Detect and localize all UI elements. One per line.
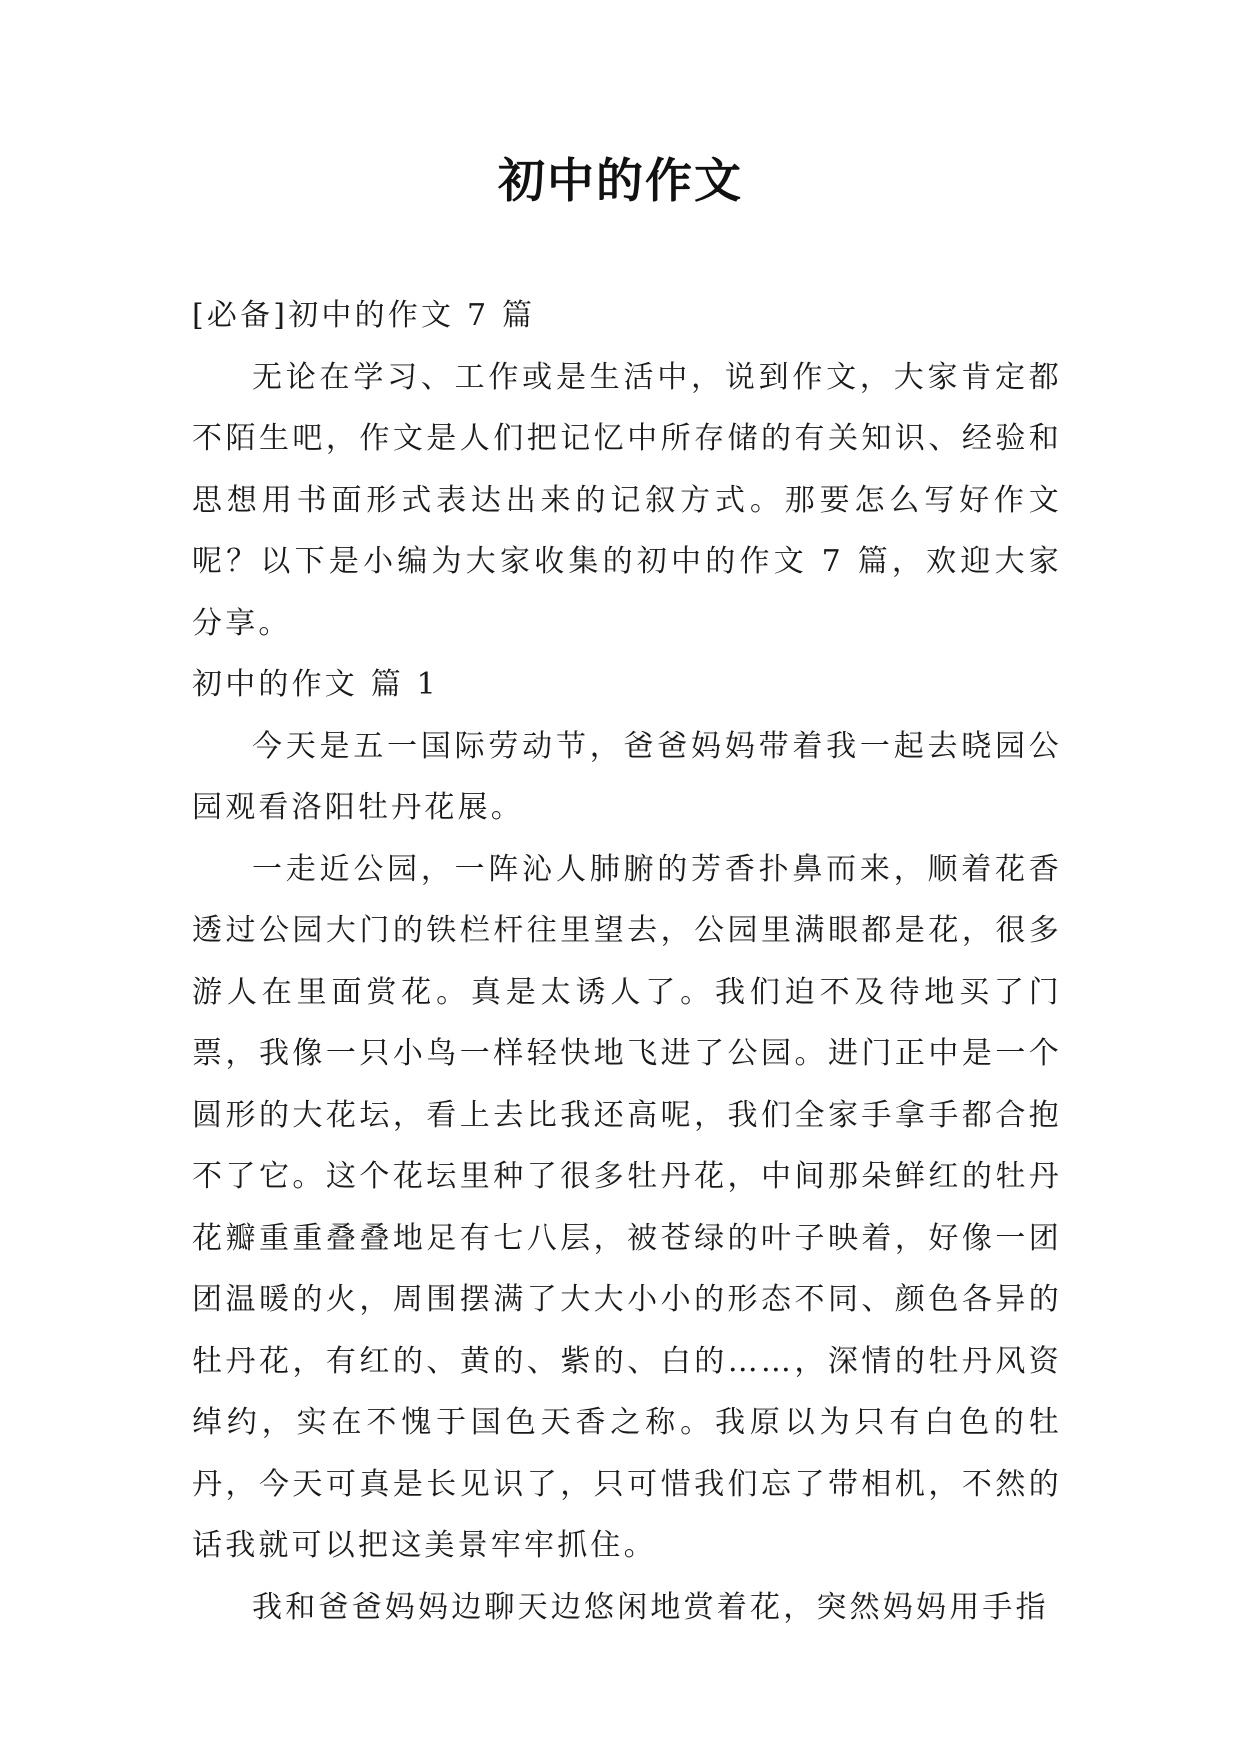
body-paragraph: 我和爸爸妈妈边聊天边悠闲地赏着花，突然妈妈用手指 <box>252 1589 1049 1625</box>
intro-paragraph: 无论在学习、工作或是生活中，说到作文，大家肯定都不陌生吧，作文是人们把记忆中所存储的有关知识、经验和思想用书面形式表达出来的记叙方式。那要怎么写好作文呢？以下是小编为大家收集的初中的作文 7 篇，欢迎大家分享。 <box>192 359 1062 641</box>
document-body <box>192 285 1062 1638</box>
body-paragraph: 今天是五一国际劳动节，爸爸妈妈带着我一起去晓园公园观看洛阳牡丹花展。 <box>192 728 1062 825</box>
document-subtitle: [必备]初中的作文 7 篇 <box>192 298 536 333</box>
section-heading: 初中的作文 篇 1 <box>192 667 439 702</box>
document-title: 初中的作文 <box>498 154 743 209</box>
body-paragraph: 一走近公园，一阵沁人肺腑的芳香扑鼻而来，顺着花香透过公园大门的铁栏杆往里望去，公园里满眼都是花，很多游人在里面赏花。真是太诱人了。我们迫不及待地买了门票，我像一只小鸟一样轻快地飞进了公园。进门正中是一个圆形的大花坛，看上去比我还高呢，我们全家手拿手都合抱不了它。这个花坛里种了很多牡丹花，中间那朵鲜红的牡丹花瓣重重叠叠地足有七八层，被苍绿的叶子映着，好像一团团温暖的火，周围摆满了大大小小的形态不同、颜色各异的牡丹花，有红的、黄的、紫的、白的……，深情的牡丹风资绰约，实在不愧于国色天香之称。我原以为只有白色的牡丹，今天可真是长见识了，只可惜我们忘了带相机，不然的话我就可以把这美景牢牢抓住。 <box>192 851 1062 1563</box>
